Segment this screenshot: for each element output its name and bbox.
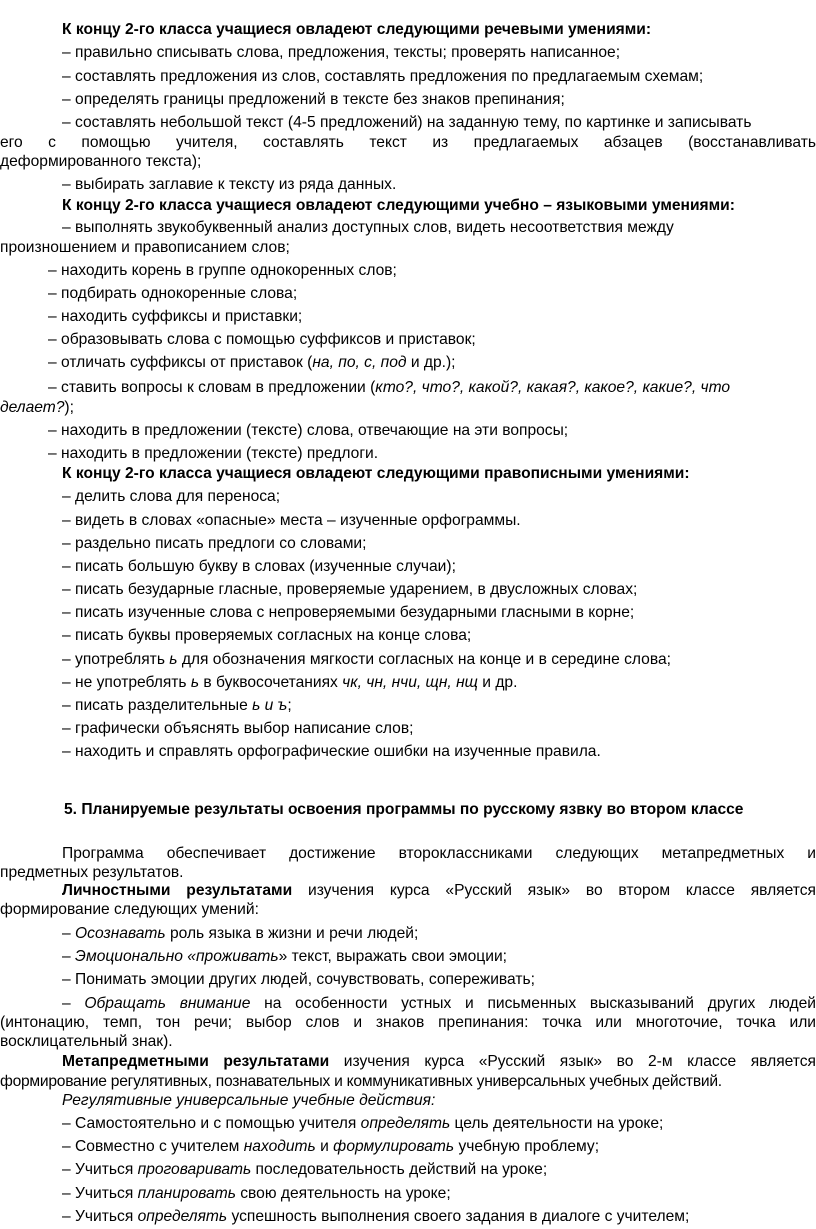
list-item: – находить в предложении (тексте) слова, отвечающие на эти вопросы;	[0, 422, 816, 440]
section-heading-speech: К концу 2-го класса учащиеся овладеют следующими речевыми умениями:	[62, 21, 652, 38]
list-item-continuation: произношением и правописанием слов;	[0, 239, 290, 256]
list-item: – выбирать заглавие к тексту из ряда данных.	[0, 176, 816, 194]
list-item: – писать изученные слова с непроверяемыми безударными гласными в корне;	[0, 604, 816, 622]
list-item: – писать буквы проверяемых согласных на конце слова;	[0, 627, 816, 645]
paragraph-line: предметных результатов.	[0, 864, 184, 881]
paragraph-line: Метапредметными результатами изучения курса «Русский язык» во 2-м классе является	[62, 1053, 816, 1070]
list-item: – Понимать эмоции других людей, сочувствовать, сопереживать;	[0, 971, 816, 989]
list-item: – писать разделительные ь и ъ;	[0, 697, 816, 715]
list-item: – Учиться определять успешность выполнения своего задания в диалоге с учителем;	[0, 1208, 816, 1226]
list-item: – определять границы предложений в тексте без знаков препинания;	[0, 91, 816, 109]
list-item: – правильно списывать слова, предложения, тексты; проверять написанное;	[0, 44, 816, 62]
list-item: – образовывать слова с помощью суффиксов и приставок;	[0, 331, 816, 349]
list-item: – находить корень в группе однокоренных слов;	[0, 262, 816, 280]
list-item-continuation: восклицательный знак).	[0, 1033, 173, 1050]
list-item-continuation: его с помощью учителя, составлять текст из предлагаемых абзацев (восстанавливать	[0, 134, 816, 151]
list-item: – выполнять звукобуквенный анализ доступных слов, видеть несоответствия между	[0, 219, 816, 237]
list-item: – Самостоятельно и с помощью учителя определять цель деятельности на уроке;	[0, 1115, 816, 1133]
paragraph-line: Личностными результатами изучения курса «Русский язык» во втором классе является	[62, 882, 816, 899]
list-item: – видеть в словах «опасные» места – изученные орфограммы.	[0, 512, 816, 530]
list-item: – находить и справлять орфографические ошибки на изученные правила.	[0, 743, 816, 761]
list-item: – писать большую букву в словах (изученные случаи);	[0, 558, 816, 576]
list-item: – Учиться проговаривать последовательность действий на уроке;	[0, 1161, 816, 1179]
list-item: – составлять предложения из слов, составлять предложения по предлагаемым схемам;	[0, 68, 816, 86]
section-heading-spelling: К концу 2-го класса учащиеся овладеют следующими правописными умениями:	[62, 465, 690, 482]
list-item: – Учиться планировать свою деятельность на уроке;	[0, 1185, 816, 1203]
list-item: – составлять небольшой текст (4-5 предложений) на заданную тему, по картинке и записывать	[0, 114, 816, 132]
list-item: – графически объяснять выбор написание слов;	[0, 720, 816, 738]
subsection-heading: Регулятивные универсальные учебные действия:	[62, 1092, 436, 1109]
list-item-continuation: деформированного текста);	[0, 153, 202, 170]
paragraph-line: Программа обеспечивает достижение второклассниками следующих метапредметных и	[62, 845, 816, 862]
list-item-continuation: делает?);	[0, 399, 74, 416]
list-item: – Совместно с учителем находить и формулировать учебную проблему;	[0, 1138, 816, 1156]
list-item: – писать безударные гласные, проверяемые ударением, в двусложных словах;	[0, 581, 816, 599]
list-item: – находить суффиксы и приставки;	[0, 308, 816, 326]
list-item: – подбирать однокоренные слова;	[0, 285, 816, 303]
list-item: – Обращать внимание на особенности устных и письменных высказываний других людей	[0, 995, 816, 1013]
list-item: – употреблять ь для обозначения мягкости согласных на конце и в середине слова;	[0, 651, 816, 669]
list-item: – отличать суффиксы от приставок (на, по, с, под и др.);	[0, 354, 816, 372]
list-item: – Эмоционально «проживать» текст, выражать свои эмоции;	[0, 948, 816, 966]
list-item: – находить в предложении (тексте) предлоги.	[0, 445, 816, 463]
section-title: 5. Планируемые результаты освоения программы по русскому язвку во втором классе	[64, 801, 744, 818]
section-heading-language: К концу 2-го класса учащиеся овладеют следующими учебно – языковыми умениями:	[62, 197, 735, 214]
list-item: – Осознавать роль языка в жизни и речи людей;	[0, 925, 816, 943]
paragraph-line: формирование регулятивных, познавательных и коммуникативных универсальных учебных действий.	[0, 1073, 722, 1090]
paragraph-line: формирование следующих умений:	[0, 901, 259, 918]
list-item: – делить слова для переноса;	[0, 488, 816, 506]
list-item-continuation: (интонацию, темп, тон речи; выбор слов и знаков препинания: точка или многоточие, точка или	[0, 1014, 816, 1031]
list-item: – ставить вопросы к словам в предложении (кто?, что?, какой?, какая?, какое?, какие?, что	[0, 379, 816, 397]
list-item: – раздельно писать предлоги со словами;	[0, 535, 816, 553]
list-item: – не употреблять ь в буквосочетаниях чк, чн, нчи, щн, нщ и др.	[0, 674, 816, 692]
